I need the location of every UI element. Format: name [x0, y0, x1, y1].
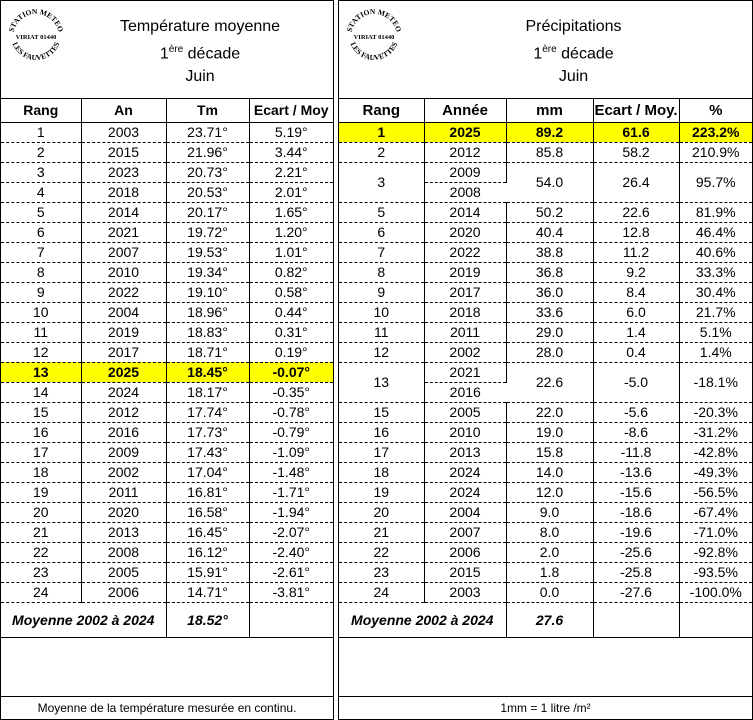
rank-cell: 15	[339, 402, 424, 422]
table-row	[339, 302, 752, 322]
table-row	[1, 402, 333, 422]
table-cell: -3.81°	[249, 582, 333, 602]
table-cell: 1	[1, 122, 81, 142]
year-cell: 2004	[424, 502, 506, 522]
ecart-cell: 6.0	[593, 302, 679, 322]
table-cell: 2021	[81, 222, 166, 242]
table-cell: 18	[1, 462, 81, 482]
title-line-2: 1ère décade	[159, 44, 241, 63]
temperature-table	[1, 99, 333, 638]
table-row	[339, 262, 752, 282]
year-cell: 2015	[424, 562, 506, 582]
year-cell: 2020	[424, 222, 506, 242]
table-cell: 5.19°	[249, 122, 333, 142]
table-cell: 16.12°	[166, 542, 249, 562]
table-cell: 9	[1, 282, 81, 302]
table-cell: 2022	[81, 282, 166, 302]
table-cell: 14	[1, 382, 81, 402]
percent-cell: 223.2%	[679, 122, 752, 142]
average-row	[1, 602, 333, 637]
table-cell: 20	[1, 502, 81, 522]
mm-cell: 22.6	[506, 362, 593, 402]
percent-cell: 40.6%	[679, 242, 752, 262]
table-row	[1, 182, 333, 202]
average-empty	[679, 602, 752, 637]
mm-cell: 2.0	[506, 542, 593, 562]
table-row	[1, 282, 333, 302]
average-label: Moyenne 2002 à 2024	[1, 602, 166, 637]
table-cell: 18.96°	[166, 302, 249, 322]
average-row	[339, 602, 752, 637]
table-cell: 0.58°	[249, 282, 333, 302]
rank-cell: 8	[339, 262, 424, 282]
table-cell: 14.71°	[166, 582, 249, 602]
table-row	[1, 362, 333, 382]
percent-cell: -20.3%	[679, 402, 752, 422]
table-row	[1, 522, 333, 542]
temperature-panel	[0, 0, 334, 720]
ecart-cell: -5.6	[593, 402, 679, 422]
average-value: 18.52°	[166, 602, 249, 637]
rank-cell: 23	[339, 562, 424, 582]
table-cell: 2010	[81, 262, 166, 282]
percent-cell: 33.3%	[679, 262, 752, 282]
percent-cell: 1.4%	[679, 342, 752, 362]
table-cell: 2003	[81, 122, 166, 142]
mm-cell: 54.0	[506, 162, 593, 202]
table-row	[1, 422, 333, 442]
table-cell: 15	[1, 402, 81, 422]
ecart-cell: -19.6	[593, 522, 679, 542]
table-row	[339, 422, 752, 442]
table-row	[1, 322, 333, 342]
year-cell: 2011	[424, 322, 506, 342]
year-cell: 2024	[424, 462, 506, 482]
percent-cell: -42.8%	[679, 442, 752, 462]
table-row	[339, 462, 752, 482]
table-cell: 22	[1, 542, 81, 562]
ecart-cell: 12.8	[593, 222, 679, 242]
year-cell: 2013	[424, 442, 506, 462]
year-cell: 2010	[424, 422, 506, 442]
mm-cell: 19.0	[506, 422, 593, 442]
table-row	[339, 502, 752, 522]
ecart-cell: 61.6	[593, 122, 679, 142]
mm-cell: 89.2	[506, 122, 593, 142]
year-cell: 2005	[424, 402, 506, 422]
year-cell: 2002	[424, 342, 506, 362]
table-row	[1, 442, 333, 462]
table-cell: 2009	[81, 442, 166, 462]
precipitation-footer: 1mm = 1 litre /m²	[339, 696, 752, 719]
svg-text:LES FAUVETTES: LES FAUVETTES	[10, 40, 62, 63]
table-row	[339, 242, 752, 262]
column-header: An	[81, 99, 166, 122]
table-cell: 16.58°	[166, 502, 249, 522]
table-cell: 2019	[81, 322, 166, 342]
ecart-cell: -13.6	[593, 462, 679, 482]
rank-cell: 13	[339, 362, 424, 402]
column-header: Rang	[339, 99, 424, 122]
ecart-cell: -15.6	[593, 482, 679, 502]
title-line-3: Juin	[185, 68, 215, 86]
table-row	[1, 142, 333, 162]
table-cell: 17	[1, 442, 81, 462]
table-cell: 0.31°	[249, 322, 333, 342]
mm-cell: 50.2	[506, 202, 593, 222]
table-cell: 17.73°	[166, 422, 249, 442]
table-row	[339, 482, 752, 502]
ecart-cell: 26.4	[593, 162, 679, 202]
table-cell: 2007	[81, 242, 166, 262]
table-cell: 2016	[81, 422, 166, 442]
table-cell: 19.53°	[166, 242, 249, 262]
year-cell: 2018	[424, 302, 506, 322]
column-header: Rang	[1, 99, 81, 122]
mm-cell: 9.0	[506, 502, 593, 522]
svg-text:STATION METEO: STATION METEO	[344, 6, 404, 34]
table-cell: 2015	[81, 142, 166, 162]
svg-text:LES FAUVETTES: LES FAUVETTES	[348, 40, 400, 63]
year-cell: 2006	[424, 542, 506, 562]
table-cell: 1.01°	[249, 242, 333, 262]
year-cell: 2019	[424, 262, 506, 282]
column-header: %	[679, 99, 752, 122]
year-cell: 2012	[424, 142, 506, 162]
table-cell: 19.72°	[166, 222, 249, 242]
table-cell: 2025	[81, 362, 166, 382]
table-row	[339, 322, 752, 342]
percent-cell: 95.7%	[679, 162, 752, 202]
table-cell: 2008	[81, 542, 166, 562]
table-cell: 2.01°	[249, 182, 333, 202]
rank-cell: 1	[339, 122, 424, 142]
temperature-footer: Moyenne de la température mesurée en continu.	[1, 696, 333, 719]
rank-cell: 5	[339, 202, 424, 222]
table-row	[1, 582, 333, 602]
title-line-2: 1ère décade	[533, 44, 614, 63]
column-header: Ecart / Moy.	[593, 99, 679, 122]
year-cell: 2014	[424, 202, 506, 222]
precipitation-table	[339, 99, 752, 638]
table-cell: 1.65°	[249, 202, 333, 222]
table-row	[1, 562, 333, 582]
table-row	[339, 222, 752, 242]
rank-cell: 16	[339, 422, 424, 442]
percent-cell: 5.1%	[679, 322, 752, 342]
column-header: mm	[506, 99, 593, 122]
ecart-cell: -18.6	[593, 502, 679, 522]
mm-cell: 14.0	[506, 462, 593, 482]
table-row	[1, 162, 333, 182]
table-row	[339, 582, 752, 602]
table-cell: 15.91°	[166, 562, 249, 582]
station-stamp-logo	[343, 5, 405, 67]
table-cell: 2017	[81, 342, 166, 362]
percent-cell: 46.4%	[679, 222, 752, 242]
table-cell: 16	[1, 422, 81, 442]
rank-cell: 19	[339, 482, 424, 502]
table-cell: 17.43°	[166, 442, 249, 462]
table-cell: -1.71°	[249, 482, 333, 502]
rank-cell: 17	[339, 442, 424, 462]
table-cell: 16.45°	[166, 522, 249, 542]
rank-cell: 20	[339, 502, 424, 522]
table-cell: 2024	[81, 382, 166, 402]
percent-cell: 30.4%	[679, 282, 752, 302]
table-cell: 16.81°	[166, 482, 249, 502]
ecart-cell: 8.4	[593, 282, 679, 302]
table-row	[339, 122, 752, 142]
mm-cell: 33.6	[506, 302, 593, 322]
mm-cell: 28.0	[506, 342, 593, 362]
table-cell: 3	[1, 162, 81, 182]
year-cell: 2022	[424, 242, 506, 262]
percent-cell: -49.3%	[679, 462, 752, 482]
ecart-cell: -5.0	[593, 362, 679, 402]
table-row	[339, 282, 752, 302]
year-cell: 2003	[424, 582, 506, 602]
table-row	[1, 502, 333, 522]
table-row	[339, 162, 752, 182]
table-row	[339, 142, 752, 162]
temperature-title	[71, 15, 329, 88]
table-row	[1, 242, 333, 262]
column-header: Ecart / Moy	[249, 99, 333, 122]
temperature-header	[1, 1, 333, 99]
precipitation-panel	[338, 0, 753, 720]
title-line-3: Juin	[558, 68, 589, 86]
table-row	[1, 542, 333, 562]
precipitation-header	[339, 1, 752, 99]
table-cell: 1.20°	[249, 222, 333, 242]
table-cell: 17.74°	[166, 402, 249, 422]
table-cell: 11	[1, 322, 81, 342]
table-cell: 0.82°	[249, 262, 333, 282]
table-cell: 20.73°	[166, 162, 249, 182]
percent-cell: -18.1%	[679, 362, 752, 402]
svg-text:STATION METEO: STATION METEO	[6, 6, 66, 34]
table-cell: -1.94°	[249, 502, 333, 522]
table-cell: 18.83°	[166, 322, 249, 342]
table-cell: 0.19°	[249, 342, 333, 362]
percent-cell: -56.5%	[679, 482, 752, 502]
rank-cell: 10	[339, 302, 424, 322]
mm-cell: 29.0	[506, 322, 593, 342]
table-cell: 4	[1, 182, 81, 202]
table-cell: 8	[1, 262, 81, 282]
svg-text:VIRIAT 01440: VIRIAT 01440	[353, 34, 395, 41]
rank-cell: 11	[339, 322, 424, 342]
table-cell: 2018	[81, 182, 166, 202]
table-cell: 21	[1, 522, 81, 542]
table-cell: 19.10°	[166, 282, 249, 302]
table-cell: 2014	[81, 202, 166, 222]
table-cell: -0.78°	[249, 402, 333, 422]
table-cell: 12	[1, 342, 81, 362]
table-cell: 24	[1, 582, 81, 602]
table-cell: 2004	[81, 302, 166, 322]
average-value: 27.6	[506, 602, 593, 637]
table-cell: 21.96°	[166, 142, 249, 162]
ecart-cell: -25.6	[593, 542, 679, 562]
table-cell: -2.07°	[249, 522, 333, 542]
percent-cell: -93.5%	[679, 562, 752, 582]
table-cell: 20.53°	[166, 182, 249, 202]
year-cell: 2016	[424, 382, 506, 402]
table-row	[1, 382, 333, 402]
precipitation-title	[399, 15, 748, 88]
table-cell: 18.71°	[166, 342, 249, 362]
table-cell: 2012	[81, 402, 166, 422]
year-cell: 2007	[424, 522, 506, 542]
percent-cell: 81.9%	[679, 202, 752, 222]
percent-cell: -92.8%	[679, 542, 752, 562]
table-cell: 18.17°	[166, 382, 249, 402]
percent-cell: -71.0%	[679, 522, 752, 542]
ecart-cell: -11.8	[593, 442, 679, 462]
mm-cell: 36.0	[506, 282, 593, 302]
rank-cell: 24	[339, 582, 424, 602]
ecart-cell: -8.6	[593, 422, 679, 442]
table-cell: 19.34°	[166, 262, 249, 282]
table-cell: 23	[1, 562, 81, 582]
rank-cell: 6	[339, 222, 424, 242]
ecart-cell: 1.4	[593, 322, 679, 342]
table-cell: -2.40°	[249, 542, 333, 562]
table-cell: 2.21°	[249, 162, 333, 182]
ecart-cell: 22.6	[593, 202, 679, 222]
mm-cell: 22.0	[506, 402, 593, 422]
mm-cell: 85.8	[506, 142, 593, 162]
table-row	[339, 342, 752, 362]
table-cell: -2.61°	[249, 562, 333, 582]
mm-cell: 40.4	[506, 222, 593, 242]
table-cell: 10	[1, 302, 81, 322]
table-cell: 18.45°	[166, 362, 249, 382]
average-label: Moyenne 2002 à 2024	[339, 602, 506, 637]
table-cell: 6	[1, 222, 81, 242]
rank-cell: 18	[339, 462, 424, 482]
rank-cell: 22	[339, 542, 424, 562]
table-row	[1, 202, 333, 222]
table-cell: 2023	[81, 162, 166, 182]
station-stamp-logo	[5, 5, 67, 67]
column-header: Année	[424, 99, 506, 122]
ecart-cell: 58.2	[593, 142, 679, 162]
table-cell: 7	[1, 242, 81, 262]
table-cell: 2020	[81, 502, 166, 522]
percent-cell: -100.0%	[679, 582, 752, 602]
ecart-cell: 0.4	[593, 342, 679, 362]
table-cell: 2013	[81, 522, 166, 542]
table-cell: 13	[1, 362, 81, 382]
table-cell: -1.09°	[249, 442, 333, 462]
table-row	[1, 302, 333, 322]
ecart-cell: 9.2	[593, 262, 679, 282]
percent-cell: -67.4%	[679, 502, 752, 522]
table-row	[339, 362, 752, 382]
table-cell: -0.79°	[249, 422, 333, 442]
average-empty	[249, 602, 333, 637]
table-row	[339, 562, 752, 582]
svg-text:VIRIAT 01440: VIRIAT 01440	[15, 34, 57, 41]
rank-cell: 7	[339, 242, 424, 262]
percent-cell: 21.7%	[679, 302, 752, 322]
table-row	[339, 522, 752, 542]
table-cell: 5	[1, 202, 81, 222]
table-cell: 2011	[81, 482, 166, 502]
mm-cell: 36.8	[506, 262, 593, 282]
rank-cell: 21	[339, 522, 424, 542]
table-cell: 3.44°	[249, 142, 333, 162]
table-cell: -0.07°	[249, 362, 333, 382]
table-cell: 2005	[81, 562, 166, 582]
rank-cell: 2	[339, 142, 424, 162]
table-cell: -0.35°	[249, 382, 333, 402]
table-cell: 0.44°	[249, 302, 333, 322]
year-cell: 2025	[424, 122, 506, 142]
mm-cell: 38.8	[506, 242, 593, 262]
table-cell: 2	[1, 142, 81, 162]
year-cell: 2024	[424, 482, 506, 502]
mm-cell: 8.0	[506, 522, 593, 542]
table-row	[1, 222, 333, 242]
table-cell: 2002	[81, 462, 166, 482]
year-cell: 2021	[424, 362, 506, 382]
table-row	[1, 262, 333, 282]
table-row	[1, 122, 333, 142]
table-cell: 23.71°	[166, 122, 249, 142]
title-line-1: Température moyenne	[119, 18, 281, 35]
table-row	[1, 462, 333, 482]
table-cell: 2006	[81, 582, 166, 602]
percent-cell: -31.2%	[679, 422, 752, 442]
ecart-cell: 11.2	[593, 242, 679, 262]
table-row	[339, 442, 752, 462]
mm-cell: 1.8	[506, 562, 593, 582]
table-row	[1, 482, 333, 502]
percent-cell: 210.9%	[679, 142, 752, 162]
mm-cell: 0.0	[506, 582, 593, 602]
table-row	[339, 202, 752, 222]
table-cell: 19	[1, 482, 81, 502]
table-row	[1, 342, 333, 362]
column-header: Tm	[166, 99, 249, 122]
table-cell: 20.17°	[166, 202, 249, 222]
average-empty	[593, 602, 679, 637]
ecart-cell: -25.8	[593, 562, 679, 582]
ecart-cell: -27.6	[593, 582, 679, 602]
rank-cell: 12	[339, 342, 424, 362]
mm-cell: 12.0	[506, 482, 593, 502]
table-cell: 17.04°	[166, 462, 249, 482]
table-row	[339, 402, 752, 422]
rank-cell: 3	[339, 162, 424, 202]
year-cell: 2017	[424, 282, 506, 302]
year-cell: 2009	[424, 162, 506, 182]
mm-cell: 15.8	[506, 442, 593, 462]
table-row	[339, 542, 752, 562]
table-cell: -1.48°	[249, 462, 333, 482]
year-cell: 2008	[424, 182, 506, 202]
rank-cell: 9	[339, 282, 424, 302]
title-line-1: Précipitations	[525, 18, 622, 35]
